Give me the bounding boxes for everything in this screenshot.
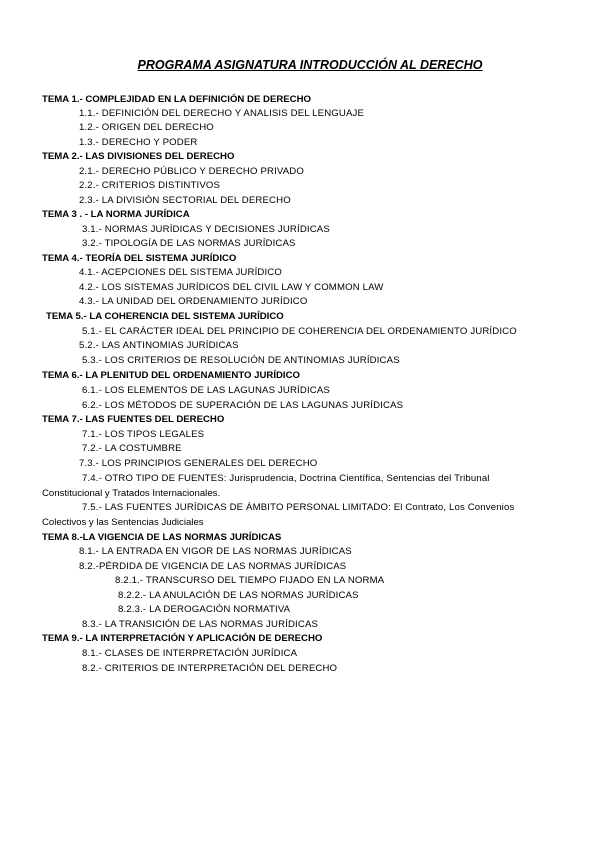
tema-item: 5.2.- LAS ANTINOMIAS JURÍDICAS — [79, 340, 239, 351]
tema-heading: TEMA 8.-LA VIGENCIA DE LAS NORMAS JURÍDICAS — [42, 532, 282, 543]
document-title: PROGRAMA ASIGNATURA INTRODUCCIÓN AL DERECHO — [137, 58, 483, 72]
tema-subitem: 8.2.1.- TRANSCURSO DEL TIEMPO FIJADO EN LA NORMA — [115, 575, 385, 586]
tema-item: 4.2.- LOS SISTEMAS JURÍDICOS DEL CIVIL LAW Y COMMON LAW — [79, 282, 384, 293]
tema-item: 1.3.- DERECHO Y PODER — [79, 137, 198, 148]
tema-item: 6.2.- LOS MÉTODOS DE SUPERACIÓN DE LAS LAGUNAS JURÍDICAS — [82, 400, 404, 411]
tema-item: 5.3.- LOS CRITERIOS DE RESOLUCIÓN DE ANTINOMIAS JURÍDICAS — [82, 355, 400, 366]
tema-item: 3.2.- TIPOLOGÍA DE LAS NORMAS JURÍDICAS — [82, 238, 296, 249]
tema-item: 7.4.- OTRO TIPO DE FUENTES: Jurisprudencia, Doctrina Científica, Sentencias del Tribunal — [82, 473, 490, 484]
tema-item: 1.2.- ORIGEN DEL DERECHO — [79, 122, 214, 133]
tema-item: 7.2.- LA COSTUMBRE — [82, 443, 182, 454]
tema-item: 8.2.- CRITERIOS DE INTERPRETACIÓN DEL DERECHO — [82, 663, 338, 674]
tema-item: 5.1.- EL CARÁCTER IDEAL DEL PRINCIPIO DE COHERENCIA DEL ORDENAMIENTO JURÍDICO — [82, 326, 517, 337]
tema-heading: TEMA 1.- COMPLEJIDAD EN LA DEFINICIÓN DE DERECHO — [42, 94, 311, 105]
tema-item: 7.5.- LAS FUENTES JURÍDICAS DE ÁMBITO PERSONAL LIMITADO: El Contrato, Los Convenios — [82, 502, 515, 513]
tema-heading: TEMA 5.- LA COHERENCIA DEL SISTEMA JURÍDICO — [46, 311, 284, 322]
tema-item: 4.3.- LA UNIDAD DEL ORDENAMIENTO JURÍDICO — [79, 296, 308, 307]
tema-item: 8.1.- CLASES DE INTERPRETACIÓN JURÍDICA — [82, 648, 298, 659]
tema-item: 8.3.- LA TRANSICIÓN DE LAS NORMAS JURÍDICAS — [82, 619, 319, 630]
tema-item: 2.1.- DERECHO PÚBLICO Y DERECHO PRIVADO — [79, 166, 304, 177]
tema-heading: TEMA 2.- LAS DIVISIONES DEL DERECHO — [42, 151, 235, 162]
tema-item: 1.1.- DEFINICIÓN DEL DERECHO Y ANALISIS DEL LENGUAJE — [79, 108, 365, 119]
tema-item: 6.1.- LOS ELEMENTOS DE LAS LAGUNAS JURÍDICAS — [82, 385, 330, 396]
tema-item: 4.1.- ACEPCIONES DEL SISTEMA JURÍDICO — [79, 267, 282, 278]
tema-item: 7.1.- LOS TIPOS LEGALES — [82, 429, 205, 440]
tema-heading: TEMA 9.- LA INTERPRETACIÓN Y APLICACIÓN DE DERECHO — [42, 633, 323, 644]
tema-item: 7.3.- LOS PRINCIPIOS GENERALES DEL DERECHO — [79, 458, 318, 469]
tema-item: 3.1.- NORMAS JURÍDICAS Y DECISIONES JURÍDICAS — [82, 224, 330, 235]
tema-heading: TEMA 6.- LA PLENITUD DEL ORDENAMIENTO JURÍDICO — [42, 370, 300, 381]
tema-item-continuation: Colectivos y las Sentencias Judiciales — [42, 517, 204, 528]
tema-item: 2.3.- LA DIVISIÓN SECTORIAL DEL DERECHO — [79, 195, 291, 206]
tema-heading: TEMA 3 . - LA NORMA JURÍDICA — [42, 209, 190, 220]
tema-item: 2.2.- CRITERIOS DISTINTIVOS — [79, 180, 221, 191]
tema-heading: TEMA 4.- TEORÍA DEL SISTEMA JURÍDICO — [42, 253, 237, 264]
tema-subitem: 8.2.3.- LA DEROGACIÓN NORMATIVA — [118, 604, 291, 615]
tema-item-continuation: Constitucional y Tratados Internacionales. — [42, 488, 221, 499]
tema-item: 8.2.-PÉRDIDA DE VIGENCIA DE LAS NORMAS JURÍDICAS — [79, 561, 347, 572]
tema-subitem: 8.2.2.- LA ANULACIÓN DE LAS NORMAS JURÍDICAS — [118, 590, 359, 601]
tema-item: 8.1.- LA ENTRADA EN VIGOR DE LAS NORMAS JURÍDICAS — [79, 546, 352, 557]
tema-heading: TEMA 7.- LAS FUENTES DEL DERECHO — [42, 414, 225, 425]
